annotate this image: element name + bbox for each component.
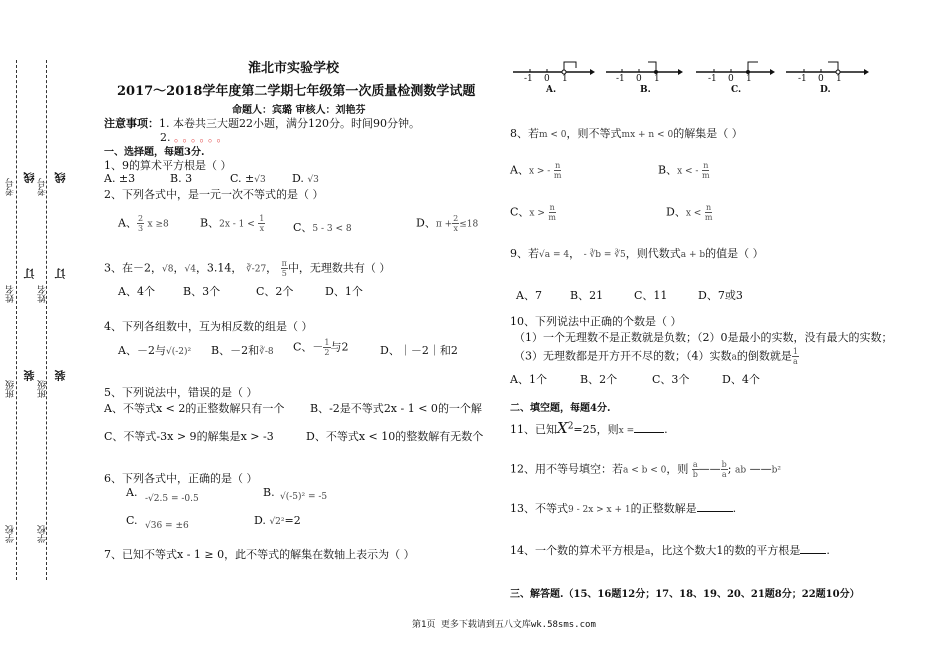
notes-label: 注意事项： (104, 117, 159, 130)
bind-mark-xian: 线 (23, 172, 36, 183)
q10-line2: （3）无理数都是开方开不尽的数；（4）实数a的倒数就是 $\frac{1}{a}$ (514, 347, 798, 366)
school-name: 淮北市实验学校 (248, 61, 340, 76)
q10-option-c: C、3个 (652, 373, 690, 386)
q3-option-d: D、1个 (325, 285, 363, 298)
margin-label-class-2: 班级 (38, 380, 48, 398)
q6-option-a-label: A. (126, 486, 138, 499)
q10-option-a: A、1个 (510, 373, 547, 386)
q5-option-a: A、不等式x < 2的正整数解只有一个 (104, 402, 285, 415)
q11-answer-blank[interactable] (634, 432, 664, 433)
nl-b-tick-neg1: -1 (616, 74, 625, 84)
nl-c-tick-neg1: -1 (708, 74, 717, 84)
margin-label-school: 学校 (6, 525, 16, 543)
q2-option-a: A、 $\frac{2}{3}$ x ≥8 (118, 214, 169, 233)
q10-stem: 10、下列说法中正确的个数是（ ） (510, 315, 682, 328)
q8-option-d: D、x < $\frac{n}{m}$ (666, 203, 713, 222)
q2-option-b: B、2x - 1 < $\frac{1}{x}$ (200, 214, 265, 233)
q3-option-a: A、4个 (118, 285, 155, 298)
bind-mark-ding-2: 订 (54, 268, 67, 279)
margin-label-exam-no-2: 考号 (38, 178, 48, 196)
q9-option-d: D、7或3 (698, 289, 743, 302)
q4-stem: 4、下列各组数中，互为相反数的组是（ ） (104, 320, 313, 333)
q10-option-d: D、4个 (722, 373, 760, 386)
notes-line1: 注意事项：1. 本卷共三大题22小题，满分120分。时间90分钟。 (104, 117, 420, 130)
margin-label-name-2: 姓名 (38, 285, 48, 303)
nl-d-label: D. (820, 85, 831, 95)
q11: 11、已知$X^2=25$，则x = . (510, 419, 668, 437)
q13: 13、不等式9 - 2x > x + 1的正整数解是 . (510, 502, 737, 515)
q8-option-c: C、x > $\frac{n}{m}$ (510, 203, 556, 222)
nl-b-label: B. (640, 85, 651, 95)
nl-a-label: A. (546, 85, 557, 95)
q1-option-c: C. ±√3 (230, 172, 266, 185)
q14-answer-blank[interactable] (800, 553, 826, 554)
exam-authors: 命题人：宾璐 审核人：刘艳芬 (232, 105, 366, 116)
q4-option-a: A、－2与√(-2)² (118, 344, 192, 357)
page-footer: 第1页 更多下载请到五八文库wk.58sms.com (412, 620, 596, 630)
q12-blank-2[interactable]: —— (749, 462, 772, 476)
q1-stem: 1、9的算术平方根是（ ） (104, 159, 232, 172)
binding-line-outer (16, 60, 17, 580)
section3-title: 三、解答题.（15、16题12分；17、18、19、20、21题8分；22题10分） (510, 589, 860, 600)
nl-d-tick-neg1: -1 (798, 74, 807, 84)
q13-answer-blank[interactable] (697, 511, 733, 512)
q9-stem: 9、若√a = 4， - ∛b = ∛5，则代数式a + b的值是（ ） (510, 247, 764, 260)
section2-title: 二、填空题，每题4分. (510, 403, 611, 414)
nl-c-label: C. (731, 85, 742, 95)
q6-option-c-label: C. (126, 514, 138, 527)
q1-option-a: A. ±3 (104, 172, 136, 185)
bind-mark-zhuang: 装 (23, 370, 36, 381)
q2-stem: 2、下列各式中，是一元一次不等式的是（ ） (104, 188, 324, 201)
bind-mark-xian-2: 线 (54, 172, 67, 183)
q6-option-c-expr: √36 = ±6 (145, 521, 189, 531)
q9-option-b: B、21 (570, 289, 604, 302)
notes-line2: 2. 。。。。。。 (160, 131, 231, 144)
q10-line1: （1）一个无理数不是正数就是负数；（2）0是最小的实数，没有最大的实数； (514, 331, 893, 344)
nl-c-tick-0: 0 (728, 74, 734, 84)
nl-b-tick-1: 1 (654, 74, 660, 84)
q2-option-d: D、π + $\frac{2}{x}$ ≤18 (416, 214, 479, 233)
q6-option-d: D. √2²=2 (254, 514, 301, 527)
q1-option-d: D. √3 (292, 172, 319, 185)
margin-label-school-2: 学校 (38, 525, 48, 543)
q9-option-a: A、7 (516, 289, 542, 302)
margin-label-class: 班级 (6, 380, 16, 398)
q7-stem: 7、已知不等式x - 1 ≥ 0，此不等式的解集在数轴上表示为（ ） (104, 548, 415, 561)
nl-a-tick-0: 0 (544, 74, 550, 84)
bind-mark-zhuang-2: 装 (54, 370, 67, 381)
q4-option-b: B、－2和∛-8 (211, 344, 274, 357)
nl-c-tick-1: 1 (746, 74, 752, 84)
q5-option-b: B、-2是不等式2x - 1 < 0的一个解 (310, 402, 482, 415)
nl-a-tick-neg1: -1 (524, 74, 533, 84)
q2-option-c: C、5 - 3 < 8 (293, 221, 352, 234)
binding-line-inner (46, 60, 47, 580)
q10-option-b: B、2个 (580, 373, 618, 386)
nl-d-tick-0: 0 (818, 74, 824, 84)
q8-stem: 8、若m < 0，则不等式mx + n < 0的解集是（ ） (510, 127, 743, 140)
margin-label-name: 姓名 (6, 285, 16, 303)
exam-title: 2017～2018学年度第二学期七年级第一次质量检测数学试题 (117, 84, 476, 99)
q5-option-d: D、不等式x < 10的整数解有无数个 (306, 430, 484, 443)
q9-option-c: C、11 (634, 289, 668, 302)
q4-option-c: C、－ $\frac{1}{2}$ 与2 (293, 338, 349, 357)
q8-option-a: A、x > - $\frac{n}{m}$ (510, 161, 562, 180)
q12: 12、用不等号填空：若a < b < 0，则 $\frac{a}{b}$ —— $\frac{b}{a}$ ; ab ——b² (510, 460, 782, 479)
q6-option-b-label: B. (263, 486, 275, 499)
q6-option-b-expr: √(-5)² = -5 (280, 492, 328, 502)
q12-blank-1[interactable]: —— (698, 462, 721, 476)
q6-stem: 6、下列各式中，正确的是（ ） (104, 472, 258, 485)
q3-option-b: B、3个 (183, 285, 221, 298)
q14: 14、一个数的算术平方根是a，比这个数大1的数的平方根是 . (510, 544, 830, 557)
nl-b-tick-0: 0 (636, 74, 642, 84)
bind-mark-ding: 订 (23, 268, 36, 279)
q6-option-a-expr: -√2.5 = -0.5 (145, 494, 199, 504)
q5-option-c: C、不等式-3x > 9的解集是x > -3 (104, 430, 274, 443)
nl-d-tick-1: 1 (836, 74, 842, 84)
q8-option-b: B、x < - $\frac{n}{m}$ (658, 161, 710, 180)
q1-option-b: B. 3 (170, 172, 193, 185)
nl-a-tick-1: 1 (562, 74, 568, 84)
section1-title: 一、选择题，每题3分. (104, 147, 205, 158)
q3-option-c: C、2个 (256, 285, 294, 298)
q4-option-d: D、｜－2｜和2 (380, 344, 458, 357)
margin-label-exam-no: 考号 (6, 178, 16, 196)
q3-stem: 3、在－2，√8，√4，3.14， ∛-27， $\frac{\pi}{5}$ 中，无理数共有（ ） (104, 259, 391, 278)
q5-stem: 5、下列说法中，错误的是（ ） (104, 386, 258, 399)
